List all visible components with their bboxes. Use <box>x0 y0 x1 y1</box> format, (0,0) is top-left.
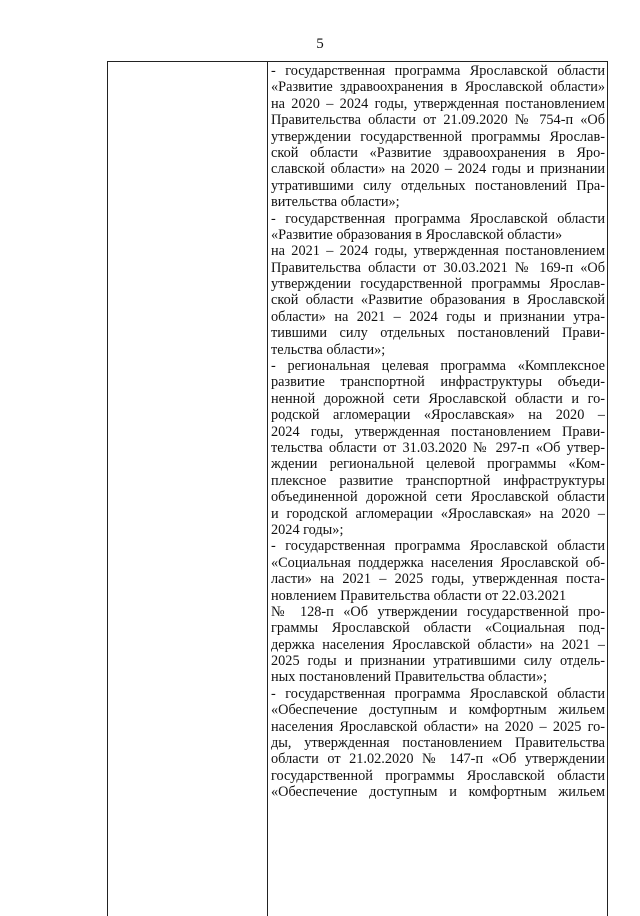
text-line: № 128-п «Об утверждении государственной про- <box>271 603 605 620</box>
text-line: государственной программы Ярославской области <box>271 767 605 784</box>
text-line: - государственная программа Ярославской области <box>271 210 605 227</box>
text-line: - государственная программа Ярославской области <box>271 63 605 79</box>
text-line: новлением Правительства области от 22.03.2021 <box>271 587 567 604</box>
text-line: области от 21.02.2020 № 147-п «Об утверждении <box>271 751 605 768</box>
text-line: родской агломерации «Ярославская» на 2020 – <box>271 407 605 424</box>
text-line: Правительства области от 30.03.2021 № 169-п «Об <box>271 259 605 276</box>
text-line: утратившими силу отдельных постановлений Пра- <box>271 177 605 194</box>
text-line: славской области» на 2020 – 2024 годы и признании <box>271 161 605 178</box>
text-line: Правительства области от 21.09.2020 № 754-п «Об <box>271 112 605 129</box>
text-line: 2025 годы и признании утратившими силу отдель- <box>271 653 605 670</box>
text-line: ждении региональной целевой программы «Ком- <box>271 456 605 473</box>
text-line: держка населения Ярославской области» на 2021 – <box>271 636 605 653</box>
text-line: «Обеспечение доступным и комфортным жильем <box>271 702 605 719</box>
text-line: тельства области от 31.03.2020 № 297-п «Об утвер- <box>271 439 605 456</box>
text-line: населения Ярославской области» на 2020 – 2025 го- <box>271 718 605 735</box>
text-line: - региональная целевая программа «Комплексное <box>271 358 605 375</box>
text-line: «Обеспечение доступным и комфортным жильем <box>271 784 605 801</box>
text-line: развитие транспортной инфраструктуры объеди- <box>271 374 605 391</box>
text-line: граммы Ярославской области «Социальная под- <box>271 620 605 637</box>
text-line: 2024 годы, утвержденная постановлением Прави- <box>271 423 605 440</box>
text-line: ской области «Развитие здравоохранения в Яро- <box>271 144 605 161</box>
text-line: «Развитие образования в Ярославской области» <box>271 226 563 243</box>
text-line: плексное развитие транспортной инфраструктуры <box>271 472 605 489</box>
text-line: утверждении государственной программы Ярослав- <box>271 128 605 145</box>
text-line: - государственная программа Ярославской области <box>271 685 605 702</box>
text-line: области» на 2021 – 2024 годы и признании утра- <box>271 308 605 325</box>
table-left-cell <box>108 62 268 916</box>
text-line: ных постановлений Правительства области»; <box>271 669 548 686</box>
text-line: утверждении государственной программы Ярослав- <box>271 276 605 293</box>
text-line: вительства области»; <box>271 194 400 211</box>
text-line: тившими силу отдельных постановлений Прави- <box>271 325 605 342</box>
text-line: ласти» на 2021 – 2025 годы, утвержденная поста- <box>271 571 605 588</box>
text-line: на 2021 – 2024 годы, утвержденная постановлением <box>271 243 605 260</box>
text-line: 2024 годы»; <box>271 521 344 538</box>
text-line: «Социальная поддержка населения Ярославской об- <box>271 554 605 571</box>
table-right-cell <box>269 62 608 916</box>
document-table <box>107 61 608 916</box>
text-line: ды, утвержденная постановлением Правительства <box>271 735 605 752</box>
text-line: «Развитие здравоохранения в Ярославской области» <box>271 79 605 96</box>
page-number: 5 <box>316 36 324 52</box>
text-line: - государственная программа Ярославской области <box>271 538 605 555</box>
text-line: объединенной дорожной сети Ярославской области <box>271 489 605 506</box>
text-line: на 2020 – 2024 годы, утвержденная постановлением <box>271 95 605 112</box>
text-line: тельства области»; <box>271 341 386 358</box>
text-line: ской области «Развитие образования в Ярославской <box>271 292 605 309</box>
text-line: и городской агломерации «Ярославская» на 2020 – <box>271 505 605 522</box>
text-line: ненной дорожной сети Ярославской области и го- <box>271 390 605 407</box>
